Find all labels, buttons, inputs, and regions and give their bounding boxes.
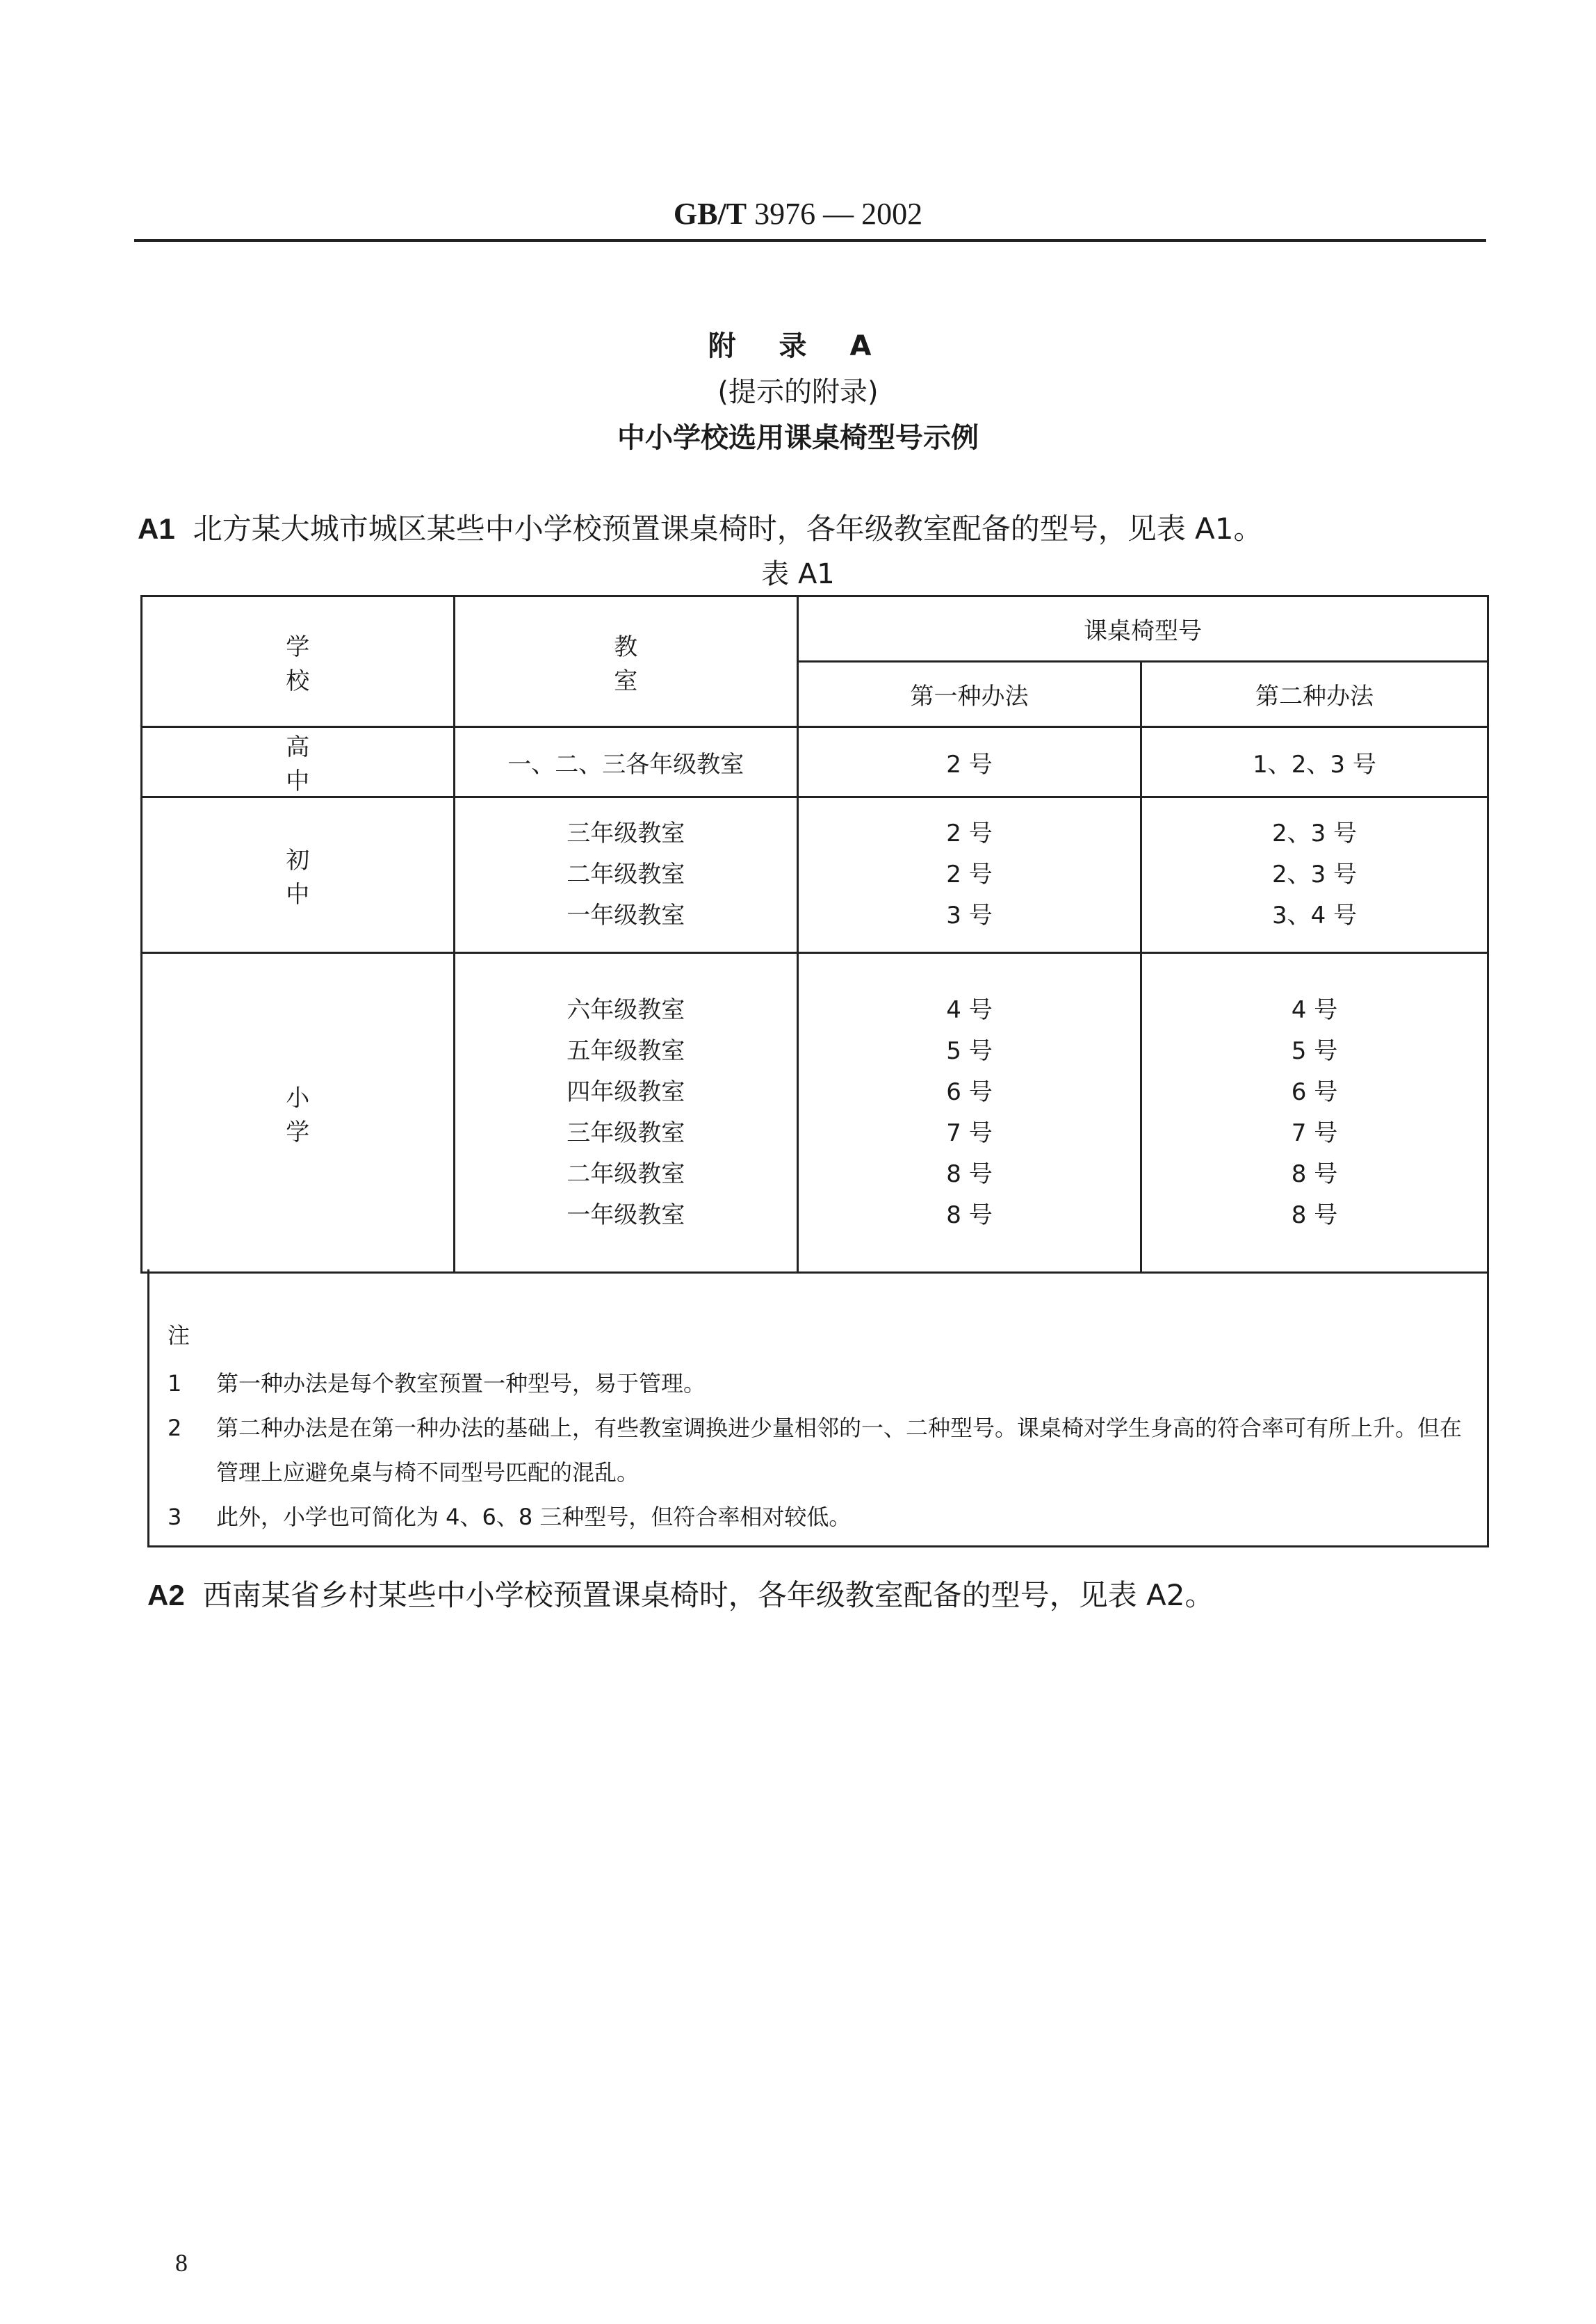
- table-row: [142, 953, 1488, 1273]
- list-item: 二年级教室: [567, 861, 685, 888]
- list-item: 5 号: [946, 1037, 993, 1065]
- table-row: [142, 797, 1488, 953]
- note-text: 第一种办法是每个教室预置一种型号，易于管理。: [216, 1370, 706, 1397]
- list-item: 四年级教室: [567, 1078, 685, 1106]
- header-method1: 第一种办法: [798, 662, 1141, 727]
- list-item: 5 号: [1291, 1037, 1338, 1065]
- list-item: 7 号: [1291, 1119, 1338, 1147]
- header-school: 学 校: [142, 596, 455, 727]
- list-item: 8 号: [946, 1201, 993, 1229]
- school-cell: 初 中: [142, 797, 455, 953]
- appendix-subtitle: 中小学校选用课桌椅型号示例: [617, 422, 979, 454]
- standard-number: 3976 — 2002: [747, 197, 923, 231]
- section-number: A1: [138, 512, 175, 545]
- method2-cell: 1、2、3 号: [1141, 727, 1488, 797]
- list-item: 3 号: [946, 902, 993, 929]
- list-item: 4 号: [1291, 996, 1338, 1024]
- method2-cell: [1141, 797, 1488, 953]
- note-item: [168, 1406, 1473, 1495]
- list-item: 六年级教室: [567, 996, 685, 1024]
- school-cell: 高 中: [142, 727, 455, 797]
- standard-code: [0, 196, 1596, 231]
- table-caption: 表 A1: [761, 558, 835, 590]
- classroom-cell: [454, 797, 797, 953]
- list-item: 8 号: [1291, 1201, 1338, 1229]
- list-item: 一年级教室: [567, 1201, 685, 1229]
- list-item: 8 号: [1291, 1160, 1338, 1188]
- appendix-type: (提示的附录): [717, 376, 879, 408]
- section-text: 西南某省乡村某些中小学校预置课桌椅时，各年级教室配备的型号，见表 A2。: [202, 1578, 1214, 1612]
- list-item: 7 号: [946, 1119, 993, 1147]
- note-item: [168, 1361, 1473, 1406]
- note-number: 3: [168, 1504, 182, 1530]
- section-a2: [147, 1573, 1214, 1614]
- method1-cell: [798, 797, 1141, 953]
- note-item: [168, 1495, 1473, 1539]
- header-model: 课桌椅型号: [798, 596, 1488, 662]
- section-number: A2: [147, 1579, 185, 1611]
- note-text: 此外，小学也可简化为 4、6、8 三种型号，但符合率相对较低。: [216, 1504, 852, 1530]
- list-item: 8 号: [946, 1160, 993, 1188]
- list-item: 6 号: [946, 1078, 993, 1106]
- list-item: 2 号: [946, 861, 993, 888]
- classroom-cell: [454, 953, 797, 1273]
- list-item: 二年级教室: [567, 1160, 685, 1188]
- appendix-title: 附 录 A: [708, 330, 888, 362]
- header-rule: [134, 239, 1486, 242]
- section-a1: [138, 506, 1263, 548]
- list-item: 一年级教室: [567, 902, 685, 929]
- section-text: 北方某大城市城区某些中小学校预置课桌椅时，各年级教室配备的型号，见表 A1。: [193, 512, 1263, 546]
- list-item: 4 号: [946, 996, 993, 1024]
- list-item: 2、3 号: [1271, 820, 1358, 847]
- list-item: 6 号: [1291, 1078, 1338, 1106]
- note-number: 1: [168, 1370, 182, 1397]
- list-item: 2 号: [946, 820, 993, 847]
- classroom-cell: 一、二、三各年级教室: [454, 727, 797, 797]
- note-text: 第二种办法是在第一种办法的基础上，有些教室调换进少量相邻的一、二种型号。课桌椅对学生身高的符合率可有所上升。但在管理上应避免桌与椅不同型号匹配的混乱。: [216, 1415, 1463, 1486]
- list-item: 3、4 号: [1271, 902, 1358, 929]
- method2-cell: [1141, 953, 1488, 1273]
- table-row: [142, 727, 1488, 797]
- list-item: 五年级教室: [567, 1037, 685, 1065]
- method1-cell: 2 号: [798, 727, 1141, 797]
- standard-prefix: GB/T: [673, 197, 747, 231]
- method1-cell: [798, 953, 1141, 1273]
- table-a1: [140, 595, 1489, 1274]
- table-notes: [147, 1269, 1489, 1547]
- page-number: 8: [175, 2249, 188, 2277]
- school-cell: 小 学: [142, 953, 455, 1273]
- list-item: 三年级教室: [567, 1119, 685, 1147]
- header-classroom: 教 室: [454, 596, 797, 727]
- list-item: 2、3 号: [1271, 861, 1358, 888]
- header-method2: 第二种办法: [1141, 662, 1488, 727]
- note-number: 2: [168, 1415, 182, 1441]
- list-item: 三年级教室: [567, 820, 685, 847]
- notes-title: 注: [168, 1322, 190, 1349]
